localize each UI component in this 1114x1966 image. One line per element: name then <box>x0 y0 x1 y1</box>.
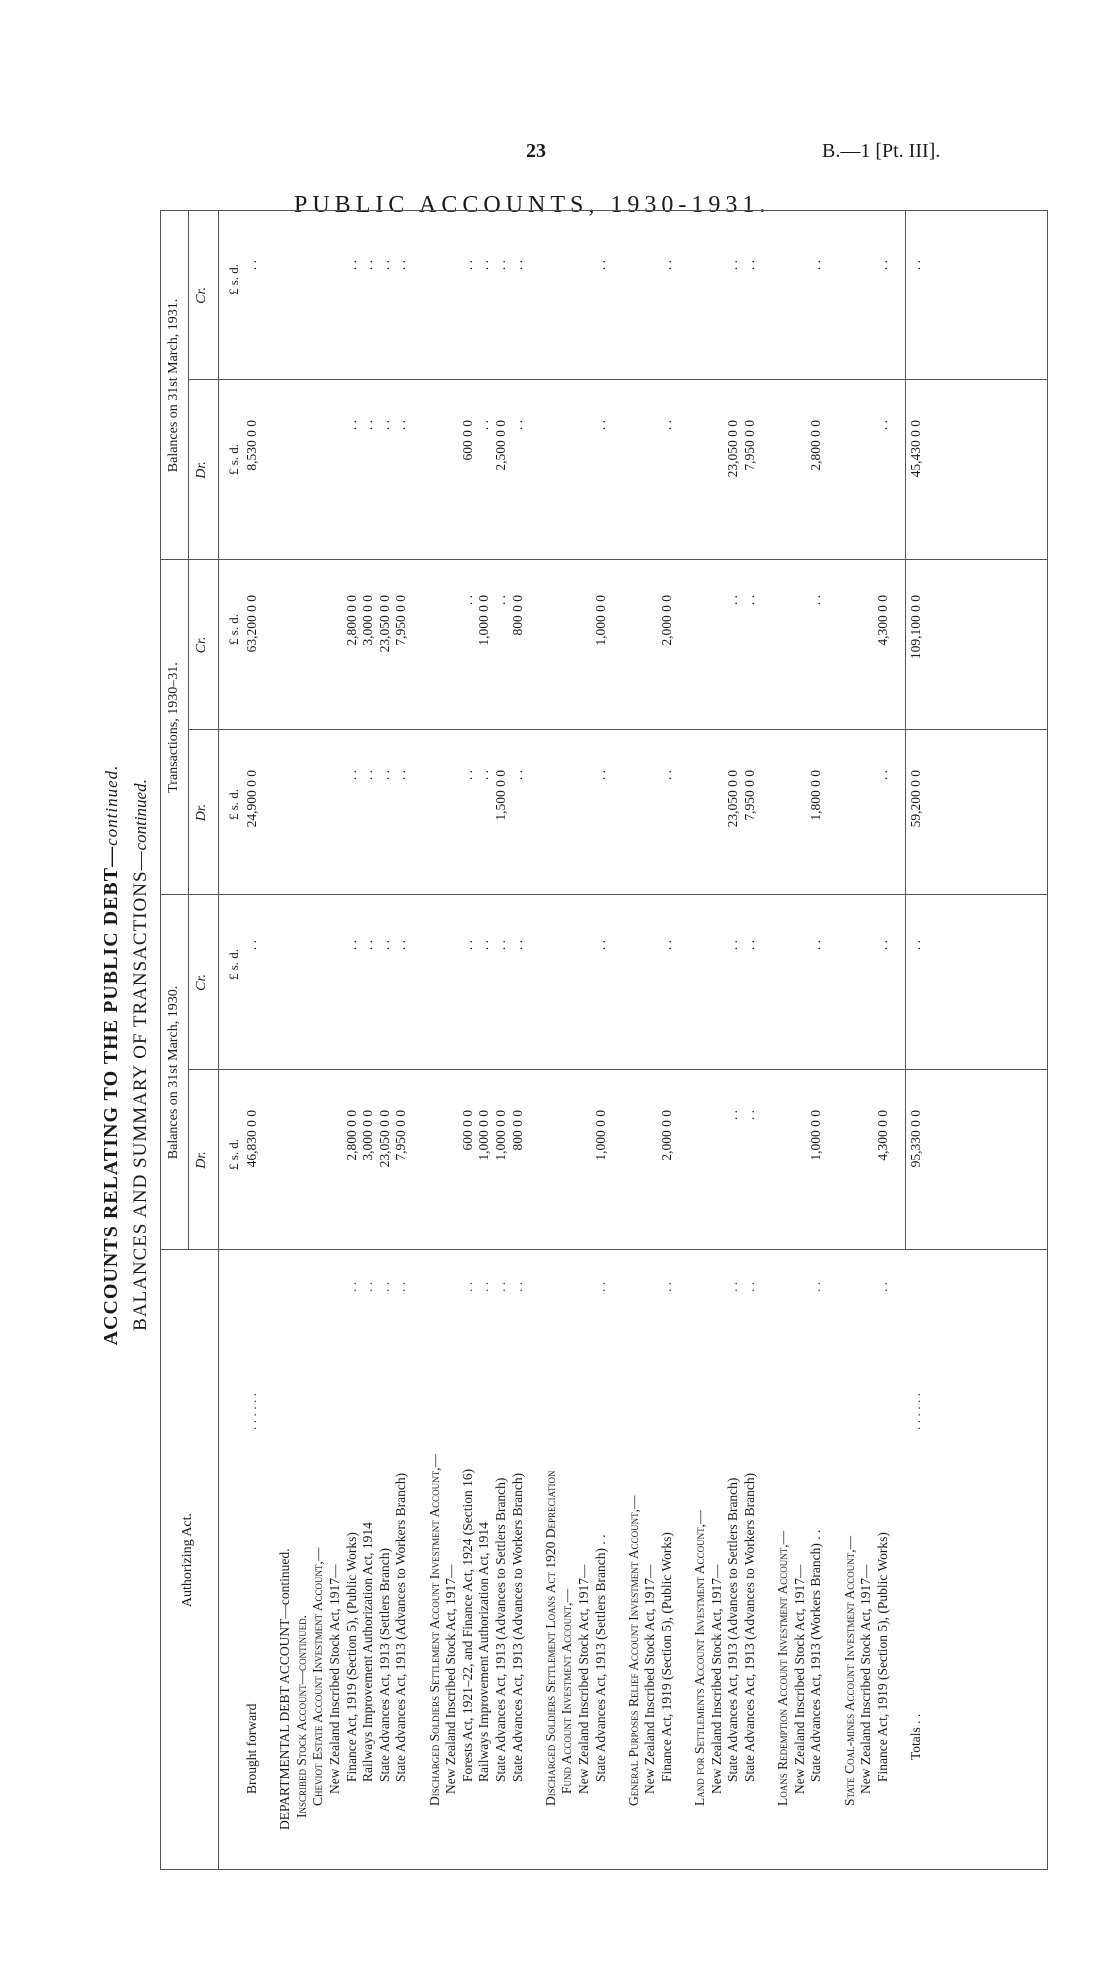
amount-tr-dr: 24,900 0 0 <box>244 770 259 828</box>
amount-tr-cr: 109,100 0 0 <box>908 595 923 660</box>
amount-b31-dr: 2,800 0 0 <box>808 420 824 471</box>
table-row <box>410 211 426 1870</box>
amount-b30-dr: . . <box>725 1110 741 1121</box>
row-label: Loans Redemption Account Investment Account,— <box>775 1530 791 1806</box>
table-row <box>427 211 443 1870</box>
table-subtitle-main: BALANCES AND SUMMARY OF TRANSACTIONS— <box>130 850 151 1331</box>
amount-b31-dr: 8,530 0 0 <box>244 420 259 471</box>
table-row <box>559 211 575 1870</box>
amount-b31-cr: . . <box>476 260 492 271</box>
amount-tr-dr: . . <box>376 770 392 781</box>
amount-tr-cr: 1,000 0 0 <box>476 595 492 646</box>
table-row <box>460 211 476 1870</box>
header-b31-cr: Cr. <box>194 287 209 304</box>
table-row <box>626 211 642 1870</box>
amount-b30-cr: . . <box>509 940 525 951</box>
row-label: Forests Act, 1921–22, and Finance Act, 1924 (Section 16) <box>459 1468 475 1782</box>
amount-tr-dr: . . <box>459 770 475 781</box>
table-row <box>526 211 542 1870</box>
row-label: New Zealand Inscribed Stock Act, 1917— <box>708 1564 724 1794</box>
amount-b31-cr: . . <box>343 260 359 271</box>
row-label: State Coal-mines Account Investment Account,— <box>841 1535 857 1806</box>
row-label: Discharged Soldiers Settlement Loans Act 1920 Depreciation <box>542 1470 558 1806</box>
amount-b30-cr: . . <box>592 940 608 951</box>
amount-b31-cr: . . <box>742 260 757 271</box>
amount-b30-dr: 4,300 0 0 <box>874 1110 890 1161</box>
row-label: Brought forward <box>244 1703 259 1794</box>
amount-b30-dr: 1,000 0 0 <box>808 1110 824 1161</box>
amount-b31-cr: . . <box>509 260 525 271</box>
totals-rule <box>905 559 906 895</box>
unit-tr-dr: £ s. d. <box>226 788 241 820</box>
table-row <box>510 211 526 1870</box>
amount-b31-cr: . . <box>659 260 674 271</box>
row-label: Fund Account Investment Account,— <box>559 1588 575 1794</box>
amount-b30-cr: . . <box>360 940 376 951</box>
amount-tr-dr: . . <box>659 770 674 781</box>
amount-tr-cr: 3,000 0 0 <box>360 595 376 646</box>
amount-b31-dr: 2,500 0 0 <box>493 420 508 471</box>
amount-tr-cr: 63,200 0 0 <box>244 595 259 653</box>
amount-b31-cr: . . <box>459 260 475 271</box>
header-mid-rule <box>188 210 189 1250</box>
amount-b31-dr: . . <box>476 420 492 431</box>
amount-b30-dr: 3,000 0 0 <box>360 1110 376 1161</box>
amount-tr-dr: . . <box>360 770 376 781</box>
row-label: State Advances Act, 1913 (Settlers Branch) <box>376 1548 392 1782</box>
header-tr-cr: Cr. <box>194 636 209 654</box>
amount-tr-cr: . . <box>493 595 508 606</box>
amount-tr-dr: . . <box>393 770 409 781</box>
amount-b30-cr: . . <box>343 940 359 951</box>
amount-tr-cr: 7,950 0 0 <box>393 595 409 646</box>
amount-tr-cr: . . <box>742 595 757 606</box>
row-label: Finance Act, 1919 (Section 5), (Public Works) <box>874 1532 890 1782</box>
amount-tr-cr: . . <box>808 595 824 606</box>
row-label: Finance Act, 1919 (Section 5), (Public Works) <box>659 1532 674 1782</box>
amount-b31-cr: . . <box>725 260 741 271</box>
table-row <box>310 211 326 1870</box>
amount-b30-cr: . . <box>659 940 674 951</box>
row-label: New Zealand Inscribed Stock Act, 1917— <box>642 1564 658 1794</box>
table-top-rule <box>160 210 161 1870</box>
amount-tr-dr: 1,800 0 0 <box>808 770 824 821</box>
amount-b30-dr: 1,000 0 0 <box>493 1110 508 1161</box>
table-row <box>277 211 293 1870</box>
table-row <box>875 211 891 1870</box>
amount-tr-dr: . . <box>509 770 525 781</box>
row-label: New Zealand Inscribed Stock Act, 1917— <box>327 1564 342 1794</box>
row-label: State Advances Act, 1913 (Advances to Workers Branch) <box>742 1472 757 1782</box>
amount-b30-cr: . . <box>742 940 757 951</box>
row-label: New Zealand Inscribed Stock Act, 1917— <box>858 1564 874 1794</box>
table-row <box>742 211 758 1870</box>
table-row <box>642 211 658 1870</box>
header-b30-dr: Dr. <box>194 1151 209 1169</box>
amount-b30-dr: 23,050 0 0 <box>376 1110 392 1168</box>
leader-dots: . . <box>393 1281 409 1292</box>
amount-b31-cr: . . <box>360 260 376 271</box>
amount-b30-dr: 1,000 0 0 <box>476 1110 492 1161</box>
leader-dots: . . <box>493 1281 508 1292</box>
table-row <box>858 211 874 1870</box>
amount-b30-cr: . . <box>459 940 475 951</box>
accounts-table <box>160 210 1048 1870</box>
leader-dots: . . <box>592 1281 608 1292</box>
row-label: State Advances Act, 1913 (Settlers Branch) . . <box>592 1534 608 1782</box>
amount-b31-dr: 23,050 0 0 <box>725 420 741 478</box>
table-row <box>808 211 824 1870</box>
table-row <box>825 211 841 1870</box>
table-row <box>393 211 409 1870</box>
row-label: Railways Improvement Authorization Act, 1914 <box>476 1522 492 1782</box>
table-row <box>377 211 393 1870</box>
amount-b30-dr: 2,800 0 0 <box>343 1110 359 1161</box>
amount-b31-cr: . . <box>493 260 508 271</box>
unit-b30-cr: £ s. d. <box>226 948 241 980</box>
amount-tr-cr: . . <box>459 595 475 606</box>
leader-dots: . . <box>509 1281 525 1292</box>
amount-b31-dr: . . <box>360 420 376 431</box>
header-b30-cr: Cr. <box>194 974 209 991</box>
amount-tr-dr: 1,500 0 0 <box>493 770 508 821</box>
amount-tr-cr: . . <box>725 595 741 606</box>
table-row <box>709 211 725 1870</box>
table-row <box>725 211 741 1870</box>
table-title-cont: continued. <box>102 764 121 846</box>
amount-b31-dr: . . <box>343 420 359 431</box>
table-row <box>576 211 592 1870</box>
amount-b31-dr: 7,950 0 0 <box>742 420 757 471</box>
amount-b30-cr: . . <box>908 940 923 951</box>
table-row <box>327 211 343 1870</box>
row-label: Discharged Soldiers Settlement Account Investment Account,— <box>426 1453 442 1806</box>
amount-b30-cr: . . <box>393 940 409 951</box>
amount-tr-cr: 2,800 0 0 <box>343 595 359 646</box>
amount-b30-dr: 46,830 0 0 <box>244 1110 259 1168</box>
unit-b30-dr: £ s. d. <box>226 1138 241 1170</box>
amount-b31-cr: . . <box>592 260 608 271</box>
leader-dots: . . <box>659 1281 674 1292</box>
table-subtitle <box>130 210 152 1900</box>
amount-b31-dr: . . <box>376 420 392 431</box>
amount-b31-dr: . . <box>509 420 525 431</box>
leader-dots: . . <box>808 1281 824 1292</box>
amount-tr-cr: 23,050 0 0 <box>376 595 392 653</box>
row-label: Land for Settlements Account Investment Account,— <box>692 1510 708 1806</box>
header-balances-1931: Balances on 31st March, 1931. <box>166 298 181 473</box>
amount-b31-dr: . . <box>592 420 608 431</box>
amount-b31-dr: 45,430 0 0 <box>908 420 923 478</box>
amount-b30-dr: 7,950 0 0 <box>393 1110 409 1161</box>
row-label: State Advances Act, 1913 (Advances to Workers Branch) <box>509 1472 525 1782</box>
table-row <box>792 211 808 1870</box>
row-label: New Zealand Inscribed Stock Act, 1917— <box>443 1564 459 1794</box>
table-subtitle-cont: continued. <box>131 779 150 851</box>
table-row <box>476 211 492 1870</box>
table-row <box>261 211 277 1870</box>
header-bottom-rule <box>218 210 219 1870</box>
amount-b31-cr: . . <box>376 260 392 271</box>
page-number: 23 <box>526 140 546 162</box>
table-row <box>244 211 260 1870</box>
table-row <box>759 211 775 1870</box>
leader-dots: . . <box>874 1281 890 1292</box>
table-row <box>842 211 858 1870</box>
table-row <box>609 211 625 1870</box>
amount-b30-cr: . . <box>476 940 492 951</box>
header-authorizing-act: Authorizing Act. <box>180 1512 195 1608</box>
amount-b30-dr: 95,330 0 0 <box>908 1110 923 1168</box>
table-row <box>593 211 609 1870</box>
table-row <box>360 211 376 1870</box>
row-label: Totals . . <box>908 1713 923 1760</box>
row-label: Railways Improvement Authorization Act, 1914 <box>360 1522 376 1782</box>
unit-b31-dr: £ s. d. <box>226 443 241 475</box>
amount-b31-cr: . . <box>244 260 259 271</box>
header-tr-dr: Dr. <box>194 803 209 822</box>
row-label: General Purposes Relief Account Investment Account,— <box>625 1495 641 1806</box>
amount-b30-dr: 800 0 0 <box>509 1110 525 1151</box>
amount-tr-dr: . . <box>343 770 359 781</box>
row-label: State Advances Act, 1913 (Advances to Settlers Branch) <box>493 1477 508 1782</box>
amount-tr-cr: 800 0 0 <box>509 595 525 636</box>
row-label: State Advances Act, 1913 (Advances to Workers Branch) <box>393 1472 409 1782</box>
amount-b30-cr: . . <box>244 940 259 951</box>
table-title-main: ACCOUNTS RELATING TO THE PUBLIC DEBT— <box>100 845 122 1346</box>
document-reference: B.—1 [Pt. III]. <box>822 140 941 162</box>
header-b31-dr: Dr. <box>194 461 209 479</box>
row-label: Finance Act, 1919 (Section 5), (Public Works) <box>343 1532 359 1782</box>
amount-tr-dr: 7,950 0 0 <box>742 770 757 821</box>
unit-b31-cr: £ s. d. <box>226 263 241 295</box>
leader-dots: . . . . . . <box>908 1392 923 1430</box>
amount-b31-cr: . . <box>908 260 923 271</box>
leader-dots: . . <box>459 1281 475 1292</box>
table-row <box>676 211 692 1870</box>
amount-b30-cr: . . <box>725 940 741 951</box>
table-row <box>692 211 708 1870</box>
header-balances-1930: Balances on 31st March, 1930. <box>166 985 181 1160</box>
totals-rule <box>905 210 906 560</box>
amount-tr-dr: . . <box>874 770 890 781</box>
leader-dots: . . <box>476 1281 492 1292</box>
amount-tr-cr: 1,000 0 0 <box>592 595 608 646</box>
table-row <box>543 211 559 1870</box>
row-label: State Advances Act, 1913 (Workers Branch) . . <box>808 1529 824 1782</box>
amount-tr-dr: . . <box>476 770 492 781</box>
amount-tr-cr: 4,300 0 0 <box>874 595 890 646</box>
amount-b31-cr: . . <box>393 260 409 271</box>
amount-b30-cr: . . <box>874 940 890 951</box>
table-row <box>493 211 509 1870</box>
table-row <box>775 211 791 1870</box>
amount-b30-dr: . . <box>742 1110 757 1121</box>
row-label: New Zealand Inscribed Stock Act, 1917— <box>576 1564 591 1794</box>
table-row <box>443 211 459 1870</box>
amount-tr-cr: 2,000 0 0 <box>659 595 674 646</box>
amount-b31-dr: . . <box>659 420 674 431</box>
leader-dots: . . <box>725 1281 741 1292</box>
leader-dots: . . <box>360 1281 376 1292</box>
row-label: New Zealand Inscribed Stock Act, 1917— <box>791 1564 807 1794</box>
leader-dots: . . <box>742 1281 757 1292</box>
page-title: PUBLIC ACCOUNTS, 1930-1931. <box>294 192 771 218</box>
amount-b31-dr: . . <box>874 420 890 431</box>
amount-b30-cr: . . <box>376 940 392 951</box>
amount-b30-dr: 600 0 0 <box>459 1110 475 1151</box>
table-row <box>294 211 310 1870</box>
row-label: Inscribed Stock Account—continued. <box>293 1615 309 1818</box>
unit-tr-cr: £ s. d. <box>226 613 241 645</box>
amount-b31-dr: . . <box>393 420 409 431</box>
totals-rule <box>905 894 906 1250</box>
row-label: Cheviot Estate Account Investment Account,— <box>310 1547 326 1806</box>
amount-b30-dr: 1,000 0 0 <box>592 1110 608 1161</box>
amount-tr-dr: 23,050 0 0 <box>725 770 741 828</box>
amount-b31-cr: . . <box>874 260 890 271</box>
amount-b30-dr: 2,000 0 0 <box>659 1110 674 1161</box>
header-transactions: Transactions, 1930–31. <box>166 662 181 793</box>
rotated-table-page <box>90 0 1090 1900</box>
amount-b30-cr: . . <box>808 940 824 951</box>
table-bottom-rule <box>1047 210 1048 1870</box>
leader-dots: . . <box>343 1281 359 1292</box>
leader-dots: . . . . . . <box>244 1392 259 1430</box>
amount-b30-cr: . . <box>493 940 508 951</box>
totals-row <box>908 211 924 1870</box>
amount-tr-dr: 59,200 0 0 <box>908 770 923 828</box>
amount-b31-dr: 600 0 0 <box>459 420 475 461</box>
amount-tr-dr: . . <box>592 770 608 781</box>
row-label: State Advances Act, 1913 (Advances to Settlers Branch) <box>725 1477 741 1782</box>
leader-dots: . . <box>376 1281 392 1292</box>
table-title <box>100 210 123 1900</box>
table-row <box>659 211 675 1870</box>
table-row <box>344 211 360 1870</box>
amount-b31-cr: . . <box>808 260 824 271</box>
row-label: DEPARTMENTAL DEBT ACCOUNT—continued. <box>277 1548 293 1830</box>
